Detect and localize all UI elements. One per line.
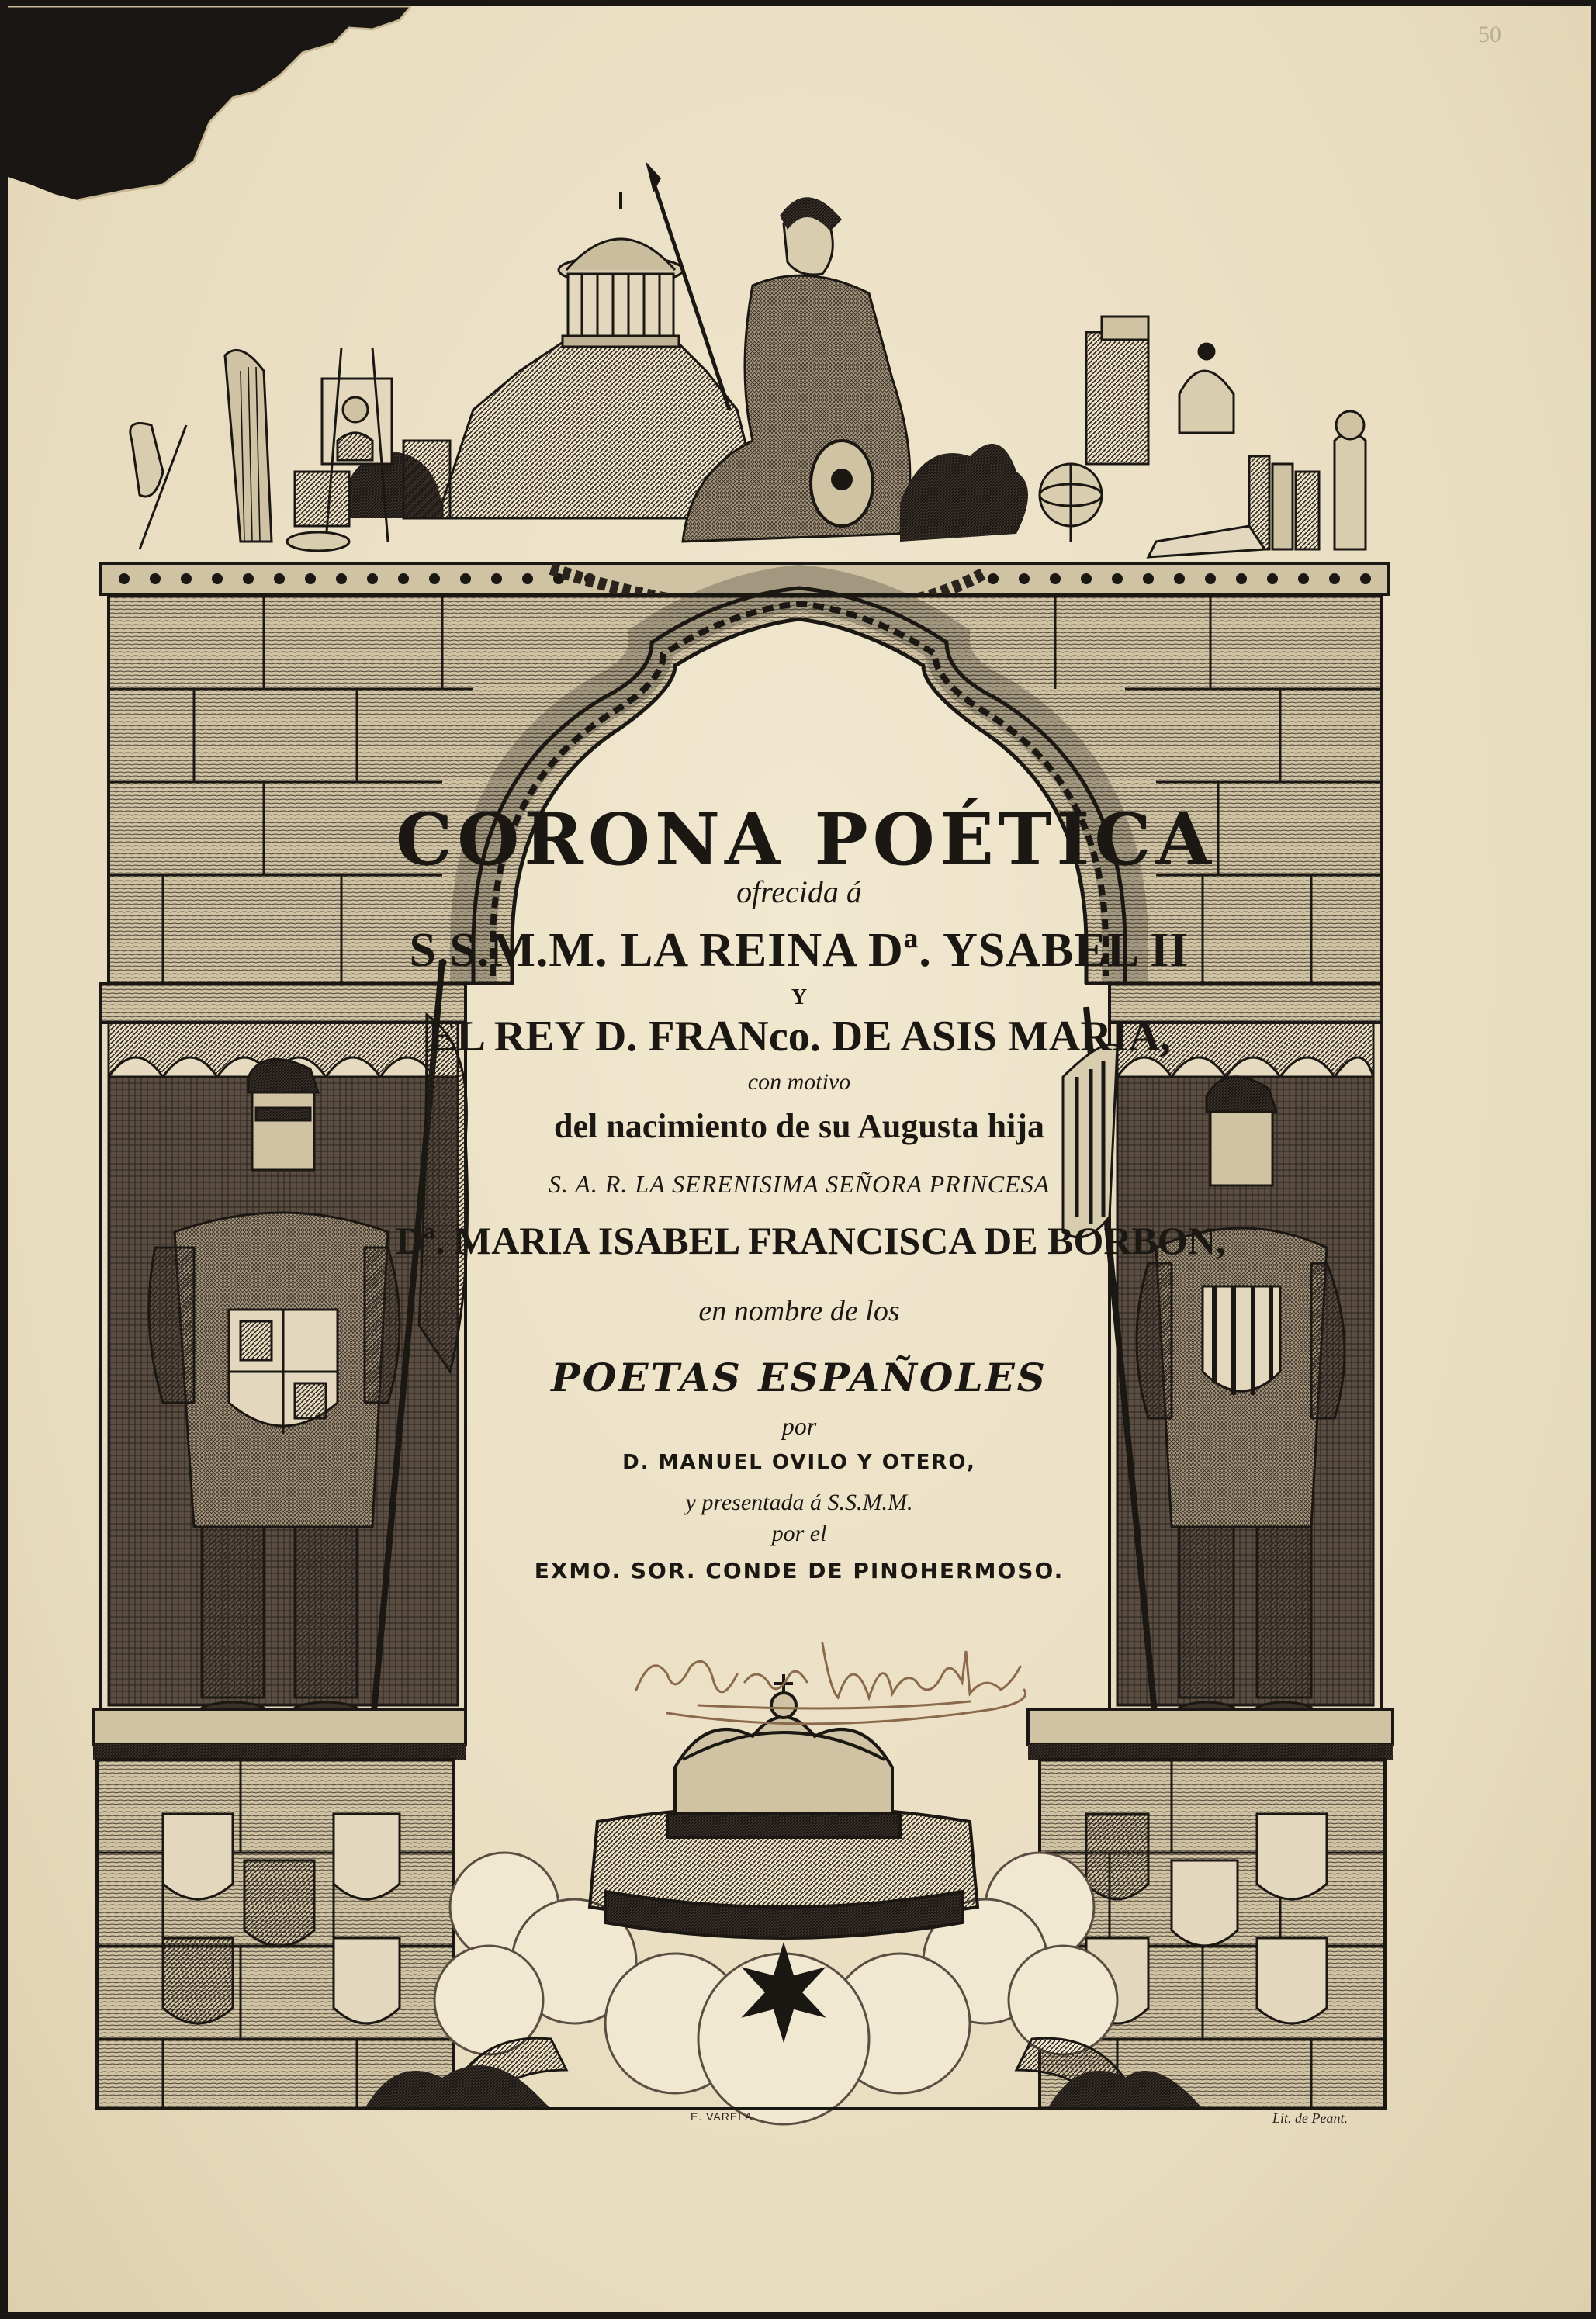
line-queen: S.S.M.M. LA REINA Dª. YSABEL II xyxy=(409,924,1189,977)
science-instruments xyxy=(1040,317,1366,557)
line-princess-name: Dª. MARIA ISABEL FRANCISCA DE BORBON, xyxy=(396,1219,1226,1262)
line-por-el: por el xyxy=(771,1521,827,1546)
line-ofrecida: ofrecida á xyxy=(736,874,862,909)
left-pedestal-cap xyxy=(93,1709,466,1744)
foliage xyxy=(900,444,1028,542)
corner-number: 50 xyxy=(1478,22,1501,47)
lithographer-credit: Lit. de Peant. xyxy=(1272,2110,1348,2126)
handwritten-signature xyxy=(621,1620,1055,1744)
document-title: CORONA POÉTICA xyxy=(396,798,1217,881)
line-poetas: POETAS ESPAÑOLES xyxy=(551,1355,1047,1400)
right-pedestal-cap xyxy=(1028,1709,1393,1744)
engraving-illustration xyxy=(8,6,1591,2312)
line-presenter: EXMO. SOR. CONDE DE PINOHERMOSO. xyxy=(534,1558,1065,1583)
line-con-motivo: con motivo xyxy=(747,1069,851,1095)
line-king: EL REY D. FRANco. DE ASIS MARIA, xyxy=(428,1012,1171,1061)
arts-instruments xyxy=(130,348,450,551)
line-en-nombre: en nombre de los xyxy=(698,1295,900,1327)
line-nacimiento: del nacimiento de su Augusta hija xyxy=(554,1107,1044,1145)
line-por: por xyxy=(781,1412,817,1440)
line-author: D. MANUEL OVILO Y OTERO, xyxy=(622,1451,976,1474)
line-sar: S. A. R. LA SERENISIMA SEÑORA PRINCESA xyxy=(548,1170,1051,1198)
line-presentada: y presentada á S.S.M.M. xyxy=(685,1490,913,1515)
engraver-credit: E. VARELA. xyxy=(691,2110,757,2123)
document-sheet xyxy=(8,6,1591,2312)
line-y: Y xyxy=(791,985,808,1009)
